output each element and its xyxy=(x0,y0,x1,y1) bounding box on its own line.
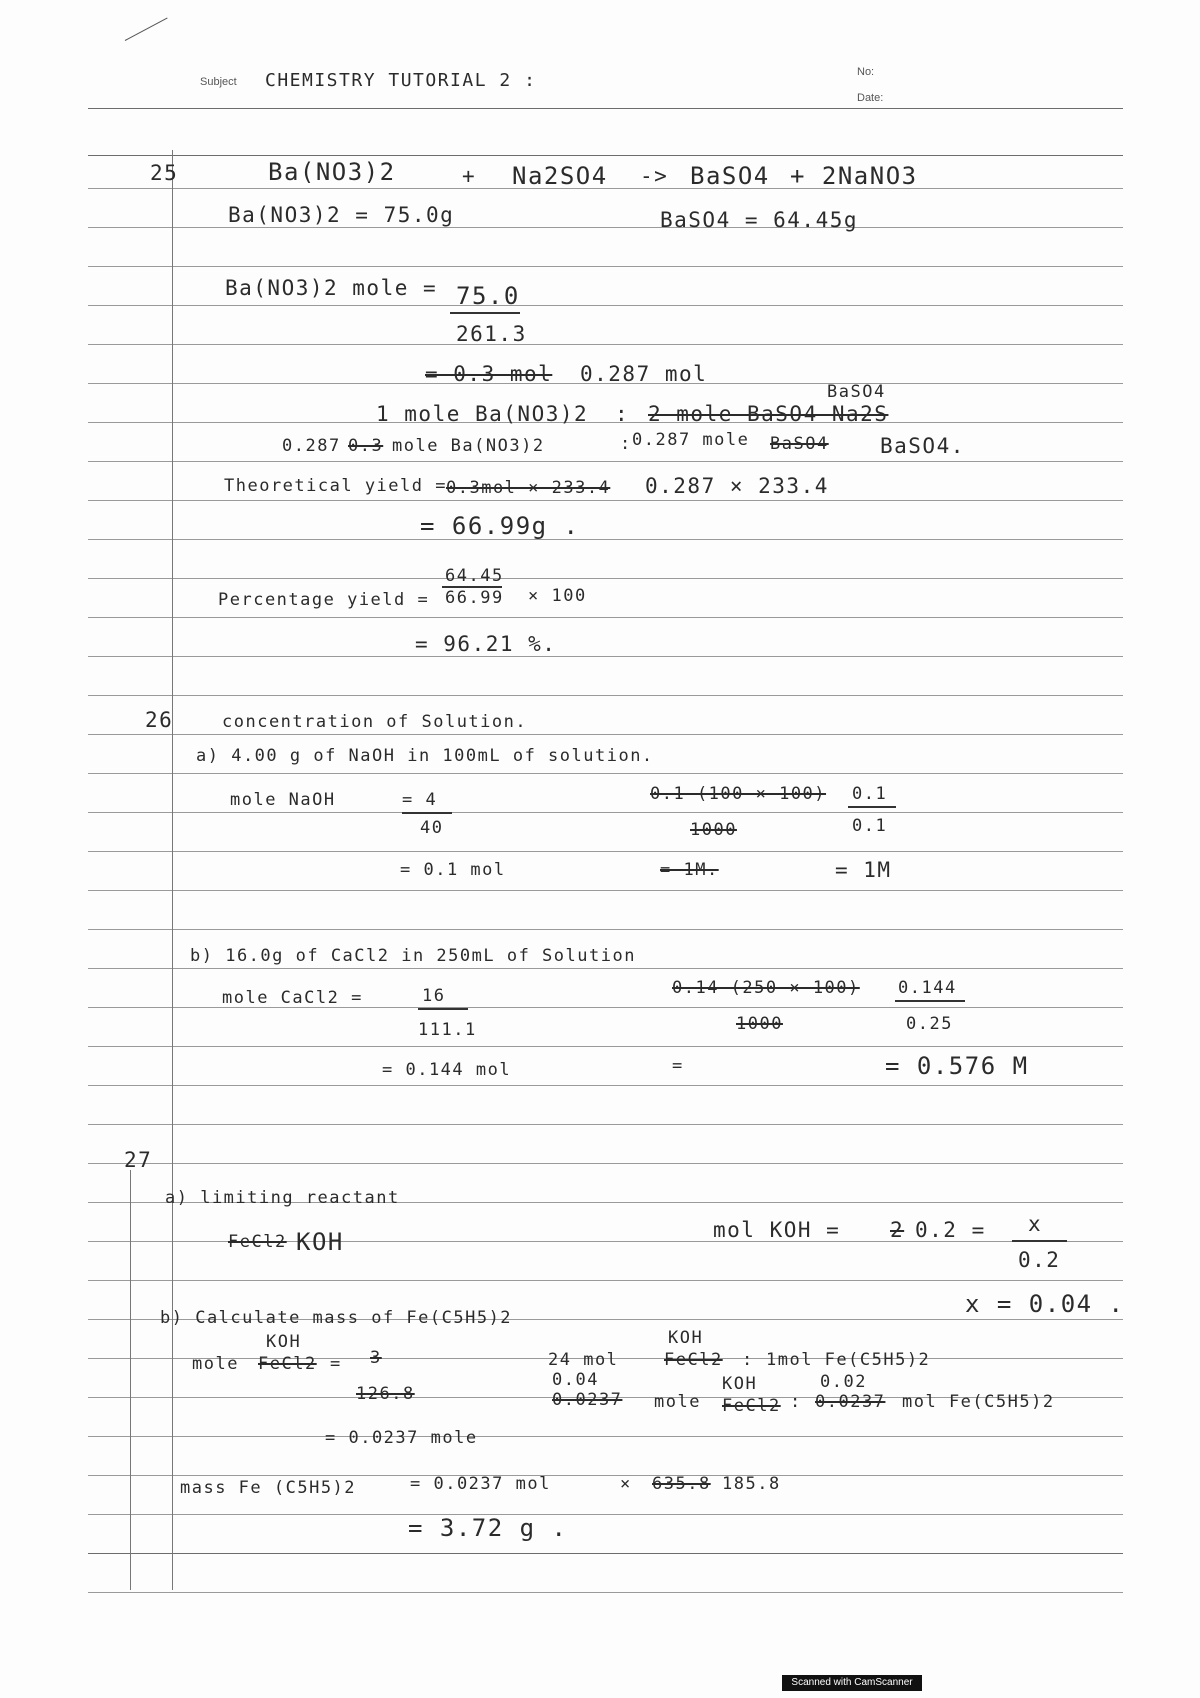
part-b-mole-denominator: 126.8 xyxy=(356,1384,415,1404)
rule-line xyxy=(88,422,1123,423)
part-a-calc-numerator: x xyxy=(1028,1212,1043,1236)
rule-line xyxy=(88,155,1123,156)
part-a-mole-denominator: 40 xyxy=(420,818,444,838)
page-title: CHEMISTRY TUTORIAL 2 : xyxy=(265,70,537,91)
part-b-mole-label: mole xyxy=(192,1354,239,1374)
rule-line xyxy=(88,1085,1123,1086)
theoretical-label: Theoretical yield = xyxy=(224,476,447,496)
part-a-mole-result: = 0.1 mol xyxy=(400,860,506,880)
rule-line xyxy=(88,734,1123,735)
fraction-bar xyxy=(418,1008,468,1010)
rule-line xyxy=(88,851,1123,852)
part-b-mass-eq: = 0.0237 mol xyxy=(410,1474,551,1494)
question-number: 27 xyxy=(124,1148,153,1172)
fraction-bar xyxy=(402,812,452,814)
part-b-conc-denominator: 0.25 xyxy=(906,1014,953,1034)
question-heading: concentration of Solution. xyxy=(222,712,528,732)
fraction-bar xyxy=(848,806,896,808)
part-b-ratio2-mole: mole xyxy=(654,1392,701,1412)
part-b-mass-struck: 635.8 xyxy=(652,1474,711,1494)
percentage-numerator: 64.45 xyxy=(445,566,504,586)
rule-line xyxy=(88,812,1123,813)
rule-line xyxy=(88,773,1123,774)
part-a-answer: KOH xyxy=(296,1228,344,1256)
rule-line xyxy=(88,344,1123,345)
part-b-mass-value: 185.8 xyxy=(722,1474,781,1494)
part-b-label: b) 16.0g of CaCl2 in 250mL of Solution xyxy=(190,946,636,966)
equation-reactant-2: Na2SO4 xyxy=(512,162,608,190)
part-a-conc-numerator: 0.1 xyxy=(852,784,888,804)
part-b-ratio2-right-annotation: 0.02 xyxy=(820,1372,867,1392)
given-reactant: Ba(NO3)2 = 75.0g xyxy=(228,203,455,227)
rule-line xyxy=(88,695,1123,696)
part-a-mole-numerator: = 4 xyxy=(402,790,438,810)
pen-mark xyxy=(125,18,168,41)
part-b-mass-result: = 3.72 g . xyxy=(408,1514,568,1542)
rule-line xyxy=(88,890,1123,891)
part-a-conc-result: = 1M xyxy=(835,858,892,882)
mole-label: Ba(NO3)2 mole = xyxy=(225,276,438,300)
part-b-mole-label: mole CaCl2 = xyxy=(222,988,363,1008)
part-b-ratio-annotation: KOH xyxy=(668,1328,704,1348)
equation-plus: + xyxy=(462,164,477,188)
rule-line xyxy=(88,461,1123,462)
part-a-conc-struck: 0.1 (100 × 100) xyxy=(650,784,827,804)
equation-reactant-1: Ba(NO3)2 xyxy=(268,158,396,186)
part-b-conc-numerator: 0.144 xyxy=(898,978,957,998)
ratio-line-2-left: mole Ba(NO3)2 xyxy=(392,436,545,456)
rule-line xyxy=(88,1475,1123,1476)
part-b-mole-numerator: 3 xyxy=(370,1348,382,1368)
part-b-ratio2-right: mol Fe(C5H5)2 xyxy=(902,1392,1055,1412)
part-b-conc-struck-den: 1000 xyxy=(736,1014,783,1034)
part-b-conc-result: = 0.576 M xyxy=(885,1052,1029,1080)
part-a-calc: mol KOH = xyxy=(713,1218,841,1242)
ratio-line-2-value: 0.287 xyxy=(282,436,341,456)
rule-line xyxy=(88,108,1123,109)
part-b-ratio-right: 1mol Fe(C5H5)2 xyxy=(766,1350,931,1370)
percentage-result: = 96.21 %. xyxy=(415,632,557,656)
rule-line xyxy=(88,929,1123,930)
part-b-mass-times: × xyxy=(620,1474,632,1494)
rule-line xyxy=(88,1592,1123,1593)
percentage-denominator: 66.99 xyxy=(445,588,504,608)
rule-line xyxy=(88,1280,1123,1281)
part-b-ratio-struck: FeCl2 xyxy=(664,1350,723,1370)
part-a-calc-rest: 0.2 = xyxy=(915,1218,986,1242)
part-a-conc-struck-den: 1000 xyxy=(690,820,737,840)
part-b-ratio2-colon: : xyxy=(790,1392,802,1412)
part-a-conc-denominator: 0.1 xyxy=(852,816,888,836)
rule-line xyxy=(88,968,1123,969)
theoretical-struck: 0.3mol × 233.4 xyxy=(446,478,611,498)
mole-result-struck: = 0.3 mol xyxy=(425,362,553,386)
rule-line xyxy=(88,305,1123,306)
ratio-line-2-struck: 0.3 xyxy=(348,436,384,456)
no-label: No: xyxy=(857,66,875,78)
ratio-annotation: BaSO4 xyxy=(827,382,886,402)
part-b-mass-label: mass Fe (C5H5)2 xyxy=(180,1478,357,1498)
fraction-bar xyxy=(450,312,520,314)
theoretical-calc: 0.287 × 233.4 xyxy=(645,474,829,498)
fraction-bar xyxy=(1012,1240,1067,1242)
rule-line xyxy=(88,266,1123,267)
mole-denominator: 261.3 xyxy=(456,322,527,346)
given-product: BaSO4 = 64.45g xyxy=(660,208,859,232)
subject-label: Subject xyxy=(200,76,237,88)
part-b-mole-eq: = xyxy=(330,1354,342,1374)
percentage-label: Percentage yield = xyxy=(218,590,430,610)
part-b-mole-denominator: 111.1 xyxy=(418,1020,477,1040)
ratio-line-2-end: BaSO4. xyxy=(880,434,965,458)
part-b-ratio2-value: 0.04 xyxy=(552,1370,599,1390)
rule-line xyxy=(88,1553,1123,1554)
part-b-mole-result: = 0.0237 mole xyxy=(325,1428,478,1448)
part-a-calc-struck: 2 xyxy=(890,1218,905,1242)
ratio-line-1-colon: : xyxy=(615,402,630,426)
part-a-label: a) limiting reactant xyxy=(165,1188,400,1208)
part-b-ratio2-koh: KOH xyxy=(722,1374,758,1394)
part-b-conc-struck: 0.14 (250 × 100) xyxy=(672,978,860,998)
part-a-calc-denominator: 0.2 xyxy=(1018,1248,1061,1272)
equation-product-1: BaSO4 xyxy=(690,162,770,190)
date-label: Date: xyxy=(857,92,884,104)
rule-line xyxy=(88,1046,1123,1047)
part-b-mole-struck: FeCl2 xyxy=(258,1354,317,1374)
scanner-watermark: Scanned with CamScanner xyxy=(782,1675,922,1691)
part-b-conc-eq: = xyxy=(672,1056,684,1076)
part-b-mole-numerator: 16 xyxy=(422,986,446,1006)
rule-line xyxy=(88,656,1123,657)
ratio-line-2-struck-right: BaSO4 xyxy=(770,434,829,454)
rule-line xyxy=(88,500,1123,501)
rule-line xyxy=(88,1124,1123,1125)
part-b-ratio2-right-struck: 0.0237 xyxy=(815,1392,886,1412)
part-b-mole-annotation: KOH xyxy=(266,1332,302,1352)
mole-numerator: 75.0 xyxy=(456,282,520,310)
rule-line xyxy=(88,539,1123,540)
rule-line xyxy=(88,1514,1123,1515)
rule-line xyxy=(88,617,1123,618)
rule-line xyxy=(88,227,1123,228)
question-number: 25 xyxy=(150,161,179,185)
ratio-line-1-left: 1 mole Ba(NO3)2 xyxy=(376,402,589,426)
part-a-calc-result: x = 0.04 . xyxy=(965,1290,1125,1318)
part-b-ratio-colon: : xyxy=(742,1350,754,1370)
ratio-line-1-right: 2 mole BaSO4 Na2S xyxy=(648,402,889,426)
ratio-line-2-colon: : xyxy=(620,434,632,454)
part-b-label: b) Calculate mass of Fe(C5H5)2 xyxy=(160,1308,513,1328)
rule-line xyxy=(88,1436,1123,1437)
part-a-mole-label: mole NaOH xyxy=(230,790,336,810)
equation-arrow: -> xyxy=(640,164,669,188)
theoretical-result: = 66.99g . xyxy=(420,512,580,540)
question-number: 26 xyxy=(145,708,174,732)
fraction-bar xyxy=(895,1000,965,1002)
margin-line xyxy=(130,1170,131,1590)
part-a-struck: FeCl2 xyxy=(228,1232,287,1252)
rule-line xyxy=(88,578,1123,579)
part-b-ratio-left: 24 mol xyxy=(548,1350,619,1370)
part-b-ratio2-feCl2: FeCl2 xyxy=(722,1396,781,1416)
part-b-ratio2-struck: 0.0237 xyxy=(552,1390,623,1410)
margin-line xyxy=(172,150,173,1590)
part-a-conc-struck-res: = 1M. xyxy=(660,860,719,880)
part-b-mole-result: = 0.144 mol xyxy=(382,1060,512,1080)
ratio-line-2-right: 0.287 mole xyxy=(632,430,750,450)
part-a-label: a) 4.00 g of NaOH in 100mL of solution. xyxy=(196,746,654,766)
percentage-times: × 100 xyxy=(528,586,587,606)
mole-result: 0.287 mol xyxy=(580,362,708,386)
equation-product-2: + 2NaNO3 xyxy=(790,162,918,190)
rule-line xyxy=(88,1163,1123,1164)
